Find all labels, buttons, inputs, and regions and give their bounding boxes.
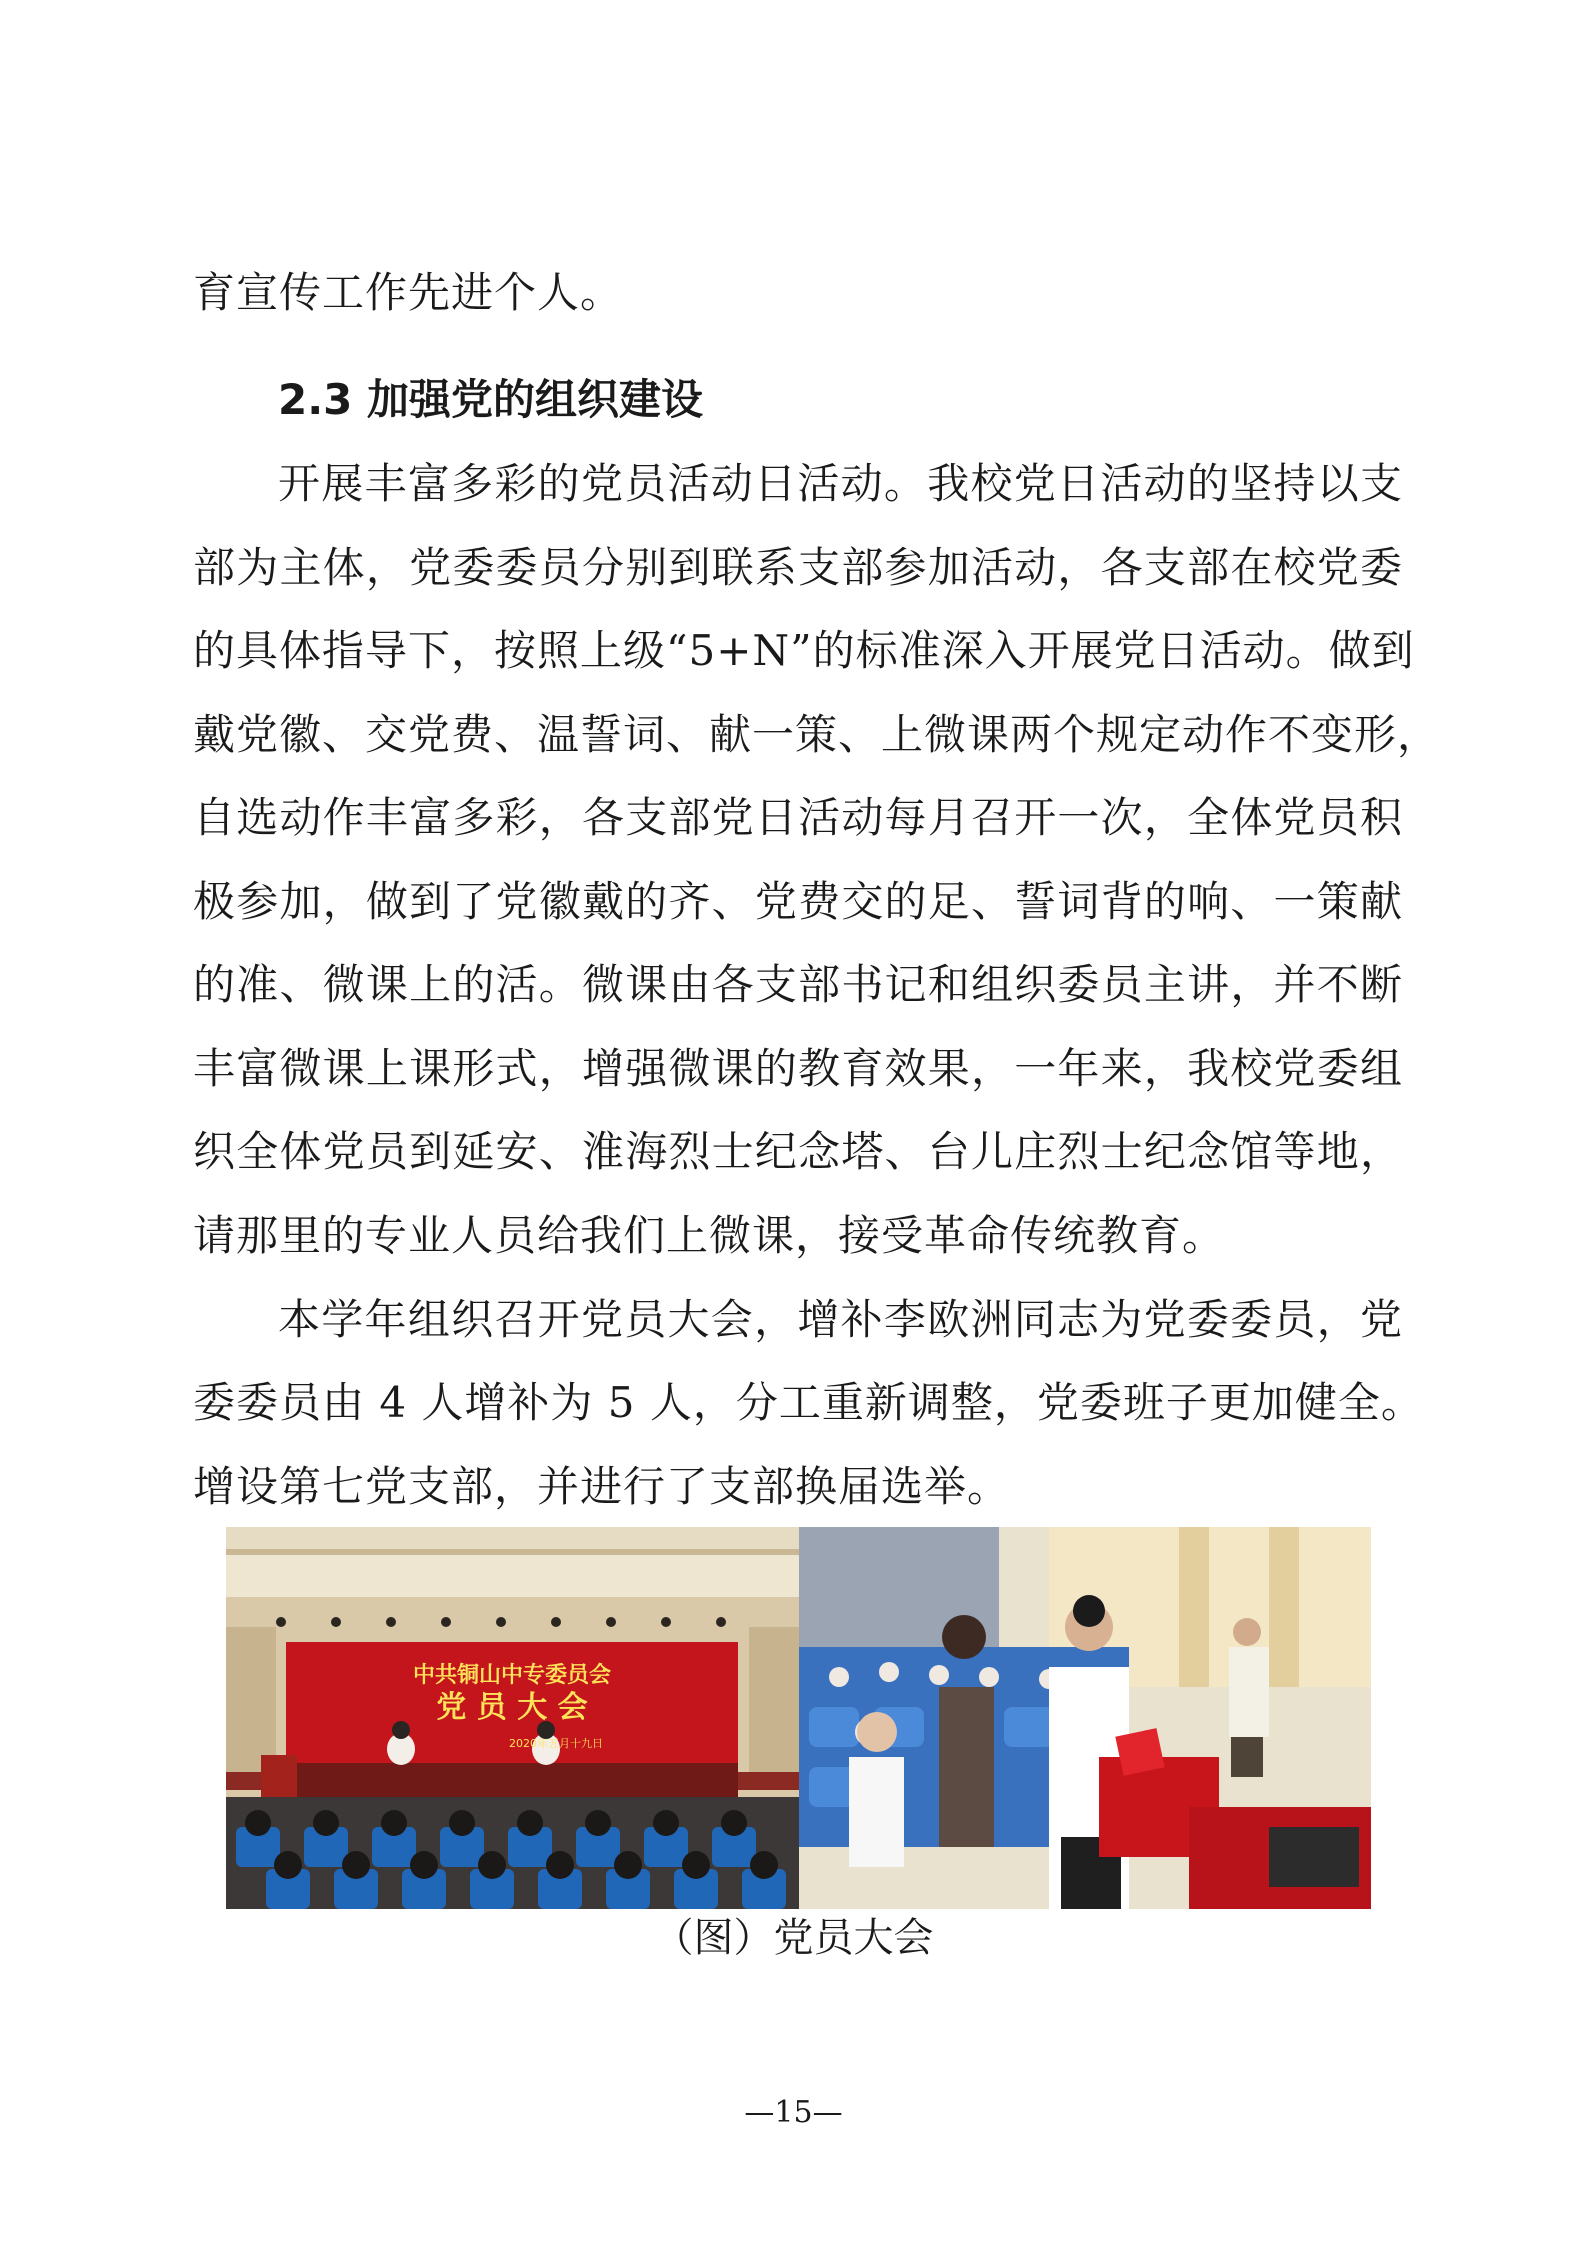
page-number: —15— [744,2095,843,2130]
paragraph-line: 的准、微课上的活。微课由各支部书记和组织委员主讲，并不断 [193,960,1403,1009]
photo-pair [226,1527,1371,1909]
photo-congress-hall [226,1527,799,1909]
paragraph-line: 部为主体，党委委员分别到联系支部参加活动，各支部在校党委 [193,543,1403,592]
banner-line-2: 党 员 大 会 [436,1690,588,1725]
paragraph-line: 织全体党员到延安、淮海烈士纪念塔、台儿庄烈士纪念馆等地， [193,1127,1403,1176]
section-heading: 2.3 加强党的组织建设 [278,375,704,424]
paragraph-line: 的具体指导下，按照上级“5+N”的标准深入开展党日活动。做到 [193,626,1415,675]
paragraph-line: 丰富微课上课形式，增强微课的教育效果，一年来，我校党委组 [193,1044,1403,1093]
banner-line-1: 中共铜山中专委员会 [412,1663,612,1688]
paragraph-line: 极参加，做到了党徽戴的齐、党费交的足、誓词背的响、一策献 [193,877,1403,926]
paragraph-line: 开展丰富多彩的党员活动日活动。我校党日活动的坚持以支 [278,459,1403,508]
paragraph-line: 自选动作丰富多彩，各支部党日活动每月召开一次，全体党员积 [193,793,1403,842]
paragraph-line: 委委员由 4 人增补为 5 人，分工重新调整，党委班子更加健全。 [193,1378,1424,1427]
banner-date: 2020年五月十九日 [509,1737,603,1750]
figure-caption: （图）党员大会 [653,1915,934,1961]
photo-ballot-voting [799,1527,1371,1909]
intro-tail-line: 育宣传工作先进个人。 [193,268,624,317]
paragraph-line: 戴党徽、交党费、温誓词、献一策、上微课两个规定动作不变形， [193,710,1441,759]
paragraph-line: 本学年组织召开党员大会，增补李欧洲同志为党委委员，党 [278,1295,1403,1344]
paragraph-line: 请那里的专业人员给我们上微课，接受革命传统教育。 [193,1211,1226,1260]
paragraph-line: 增设第七党支部，并进行了支部换届选举。 [193,1462,1011,1511]
